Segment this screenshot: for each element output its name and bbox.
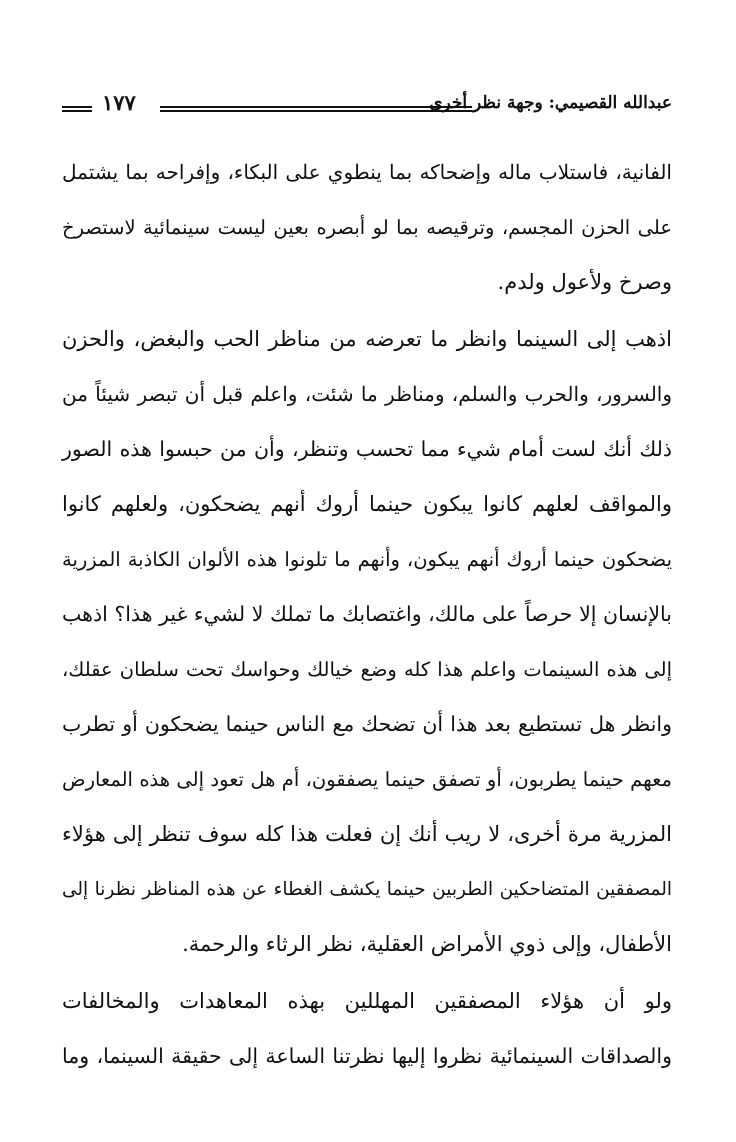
paragraph-3 — [62, 974, 672, 1084]
text-line: والسرور، والحرب والسلم، ومناظر ما شئت، واعلم قبل أن تبصر شيئاً من — [62, 382, 672, 406]
paragraph-1 — [62, 145, 672, 310]
text-line: ولو أن هؤلاء المصفقين المهللين بهذه المعاهدات والمخالفات — [62, 989, 672, 1013]
page-number: ١٧٧ — [102, 90, 136, 115]
text-line: وانظر هل تستطيع بعد هذا أن تضحك مع الناس حينما يضحكون أو تطرب — [62, 712, 672, 736]
header-rule-left — [62, 106, 92, 112]
paragraph-2 — [62, 312, 672, 972]
text-line: يضحكون حينما أروك أنهم يبكون، وأنهم ما تلونوا هذه الألوان الكاذبة المزرية — [62, 548, 672, 571]
text-line: والصداقات السينمائية نظروا إليها نظرتنا الساعة إلى حقيقة السينما، وما — [62, 1044, 672, 1068]
text-line: معهم حينما يطربون، أو تصفق حينما يصفقون، أم هل تعود إلى هذه المعارض — [62, 768, 672, 791]
text-line: على الحزن المجسم، وترقيصه بما لو أبصره بعين ليست سينمائية لاستصرخ — [62, 216, 672, 239]
text-line: الفانية، فاستلاب ماله وإضحاكه بما ينطوي على البكاء، وإفراحه بما يشتمل — [62, 160, 672, 184]
running-title: عبدالله القصيمي: وجهة نظر أخرى — [429, 93, 672, 113]
text-line: والمواقف لعلهم كانوا يبكون حينما أروك أنهم يضحكون، ولعلهم كانوا — [62, 492, 672, 516]
text-line: إلى هذه السينمات واعلم هذا كله وضع خيالك وحواسك تحت سلطان عقلك، — [62, 658, 672, 681]
text-line: ذلك أنك لست أمام شيء مما تحسب وتنظر، وأن من حبسوا هذه الصور — [62, 437, 672, 461]
text-line: بالإنسان إلا حرصاً على مالك، واغتصابك ما تملك لا لشيء غير هذا؟ اذهب — [62, 602, 672, 626]
text-line: الأطفال، وإلى ذوي الأمراض العقلية، نظر الرثاء والرحمة. — [182, 932, 672, 956]
text-line: المزرية مرة أخرى، لا ريب أنك إن فعلت هذا كله سوف تنظر إلى هؤلاء — [62, 822, 672, 846]
header-rule-middle — [160, 106, 472, 112]
body-text — [62, 145, 672, 1084]
text-line: اذهب إلى السينما وانظر ما تعرضه من مناظر الحب والبغض، والحزن — [62, 327, 672, 351]
page-header — [62, 88, 672, 116]
text-line: المصفقين المتضاحكين الطربين حينما يكشف الغطاء عن هذه المناظر نظرنا إلى — [62, 879, 672, 900]
text-line: وصرخ ولأعول ولدم. — [497, 270, 672, 294]
